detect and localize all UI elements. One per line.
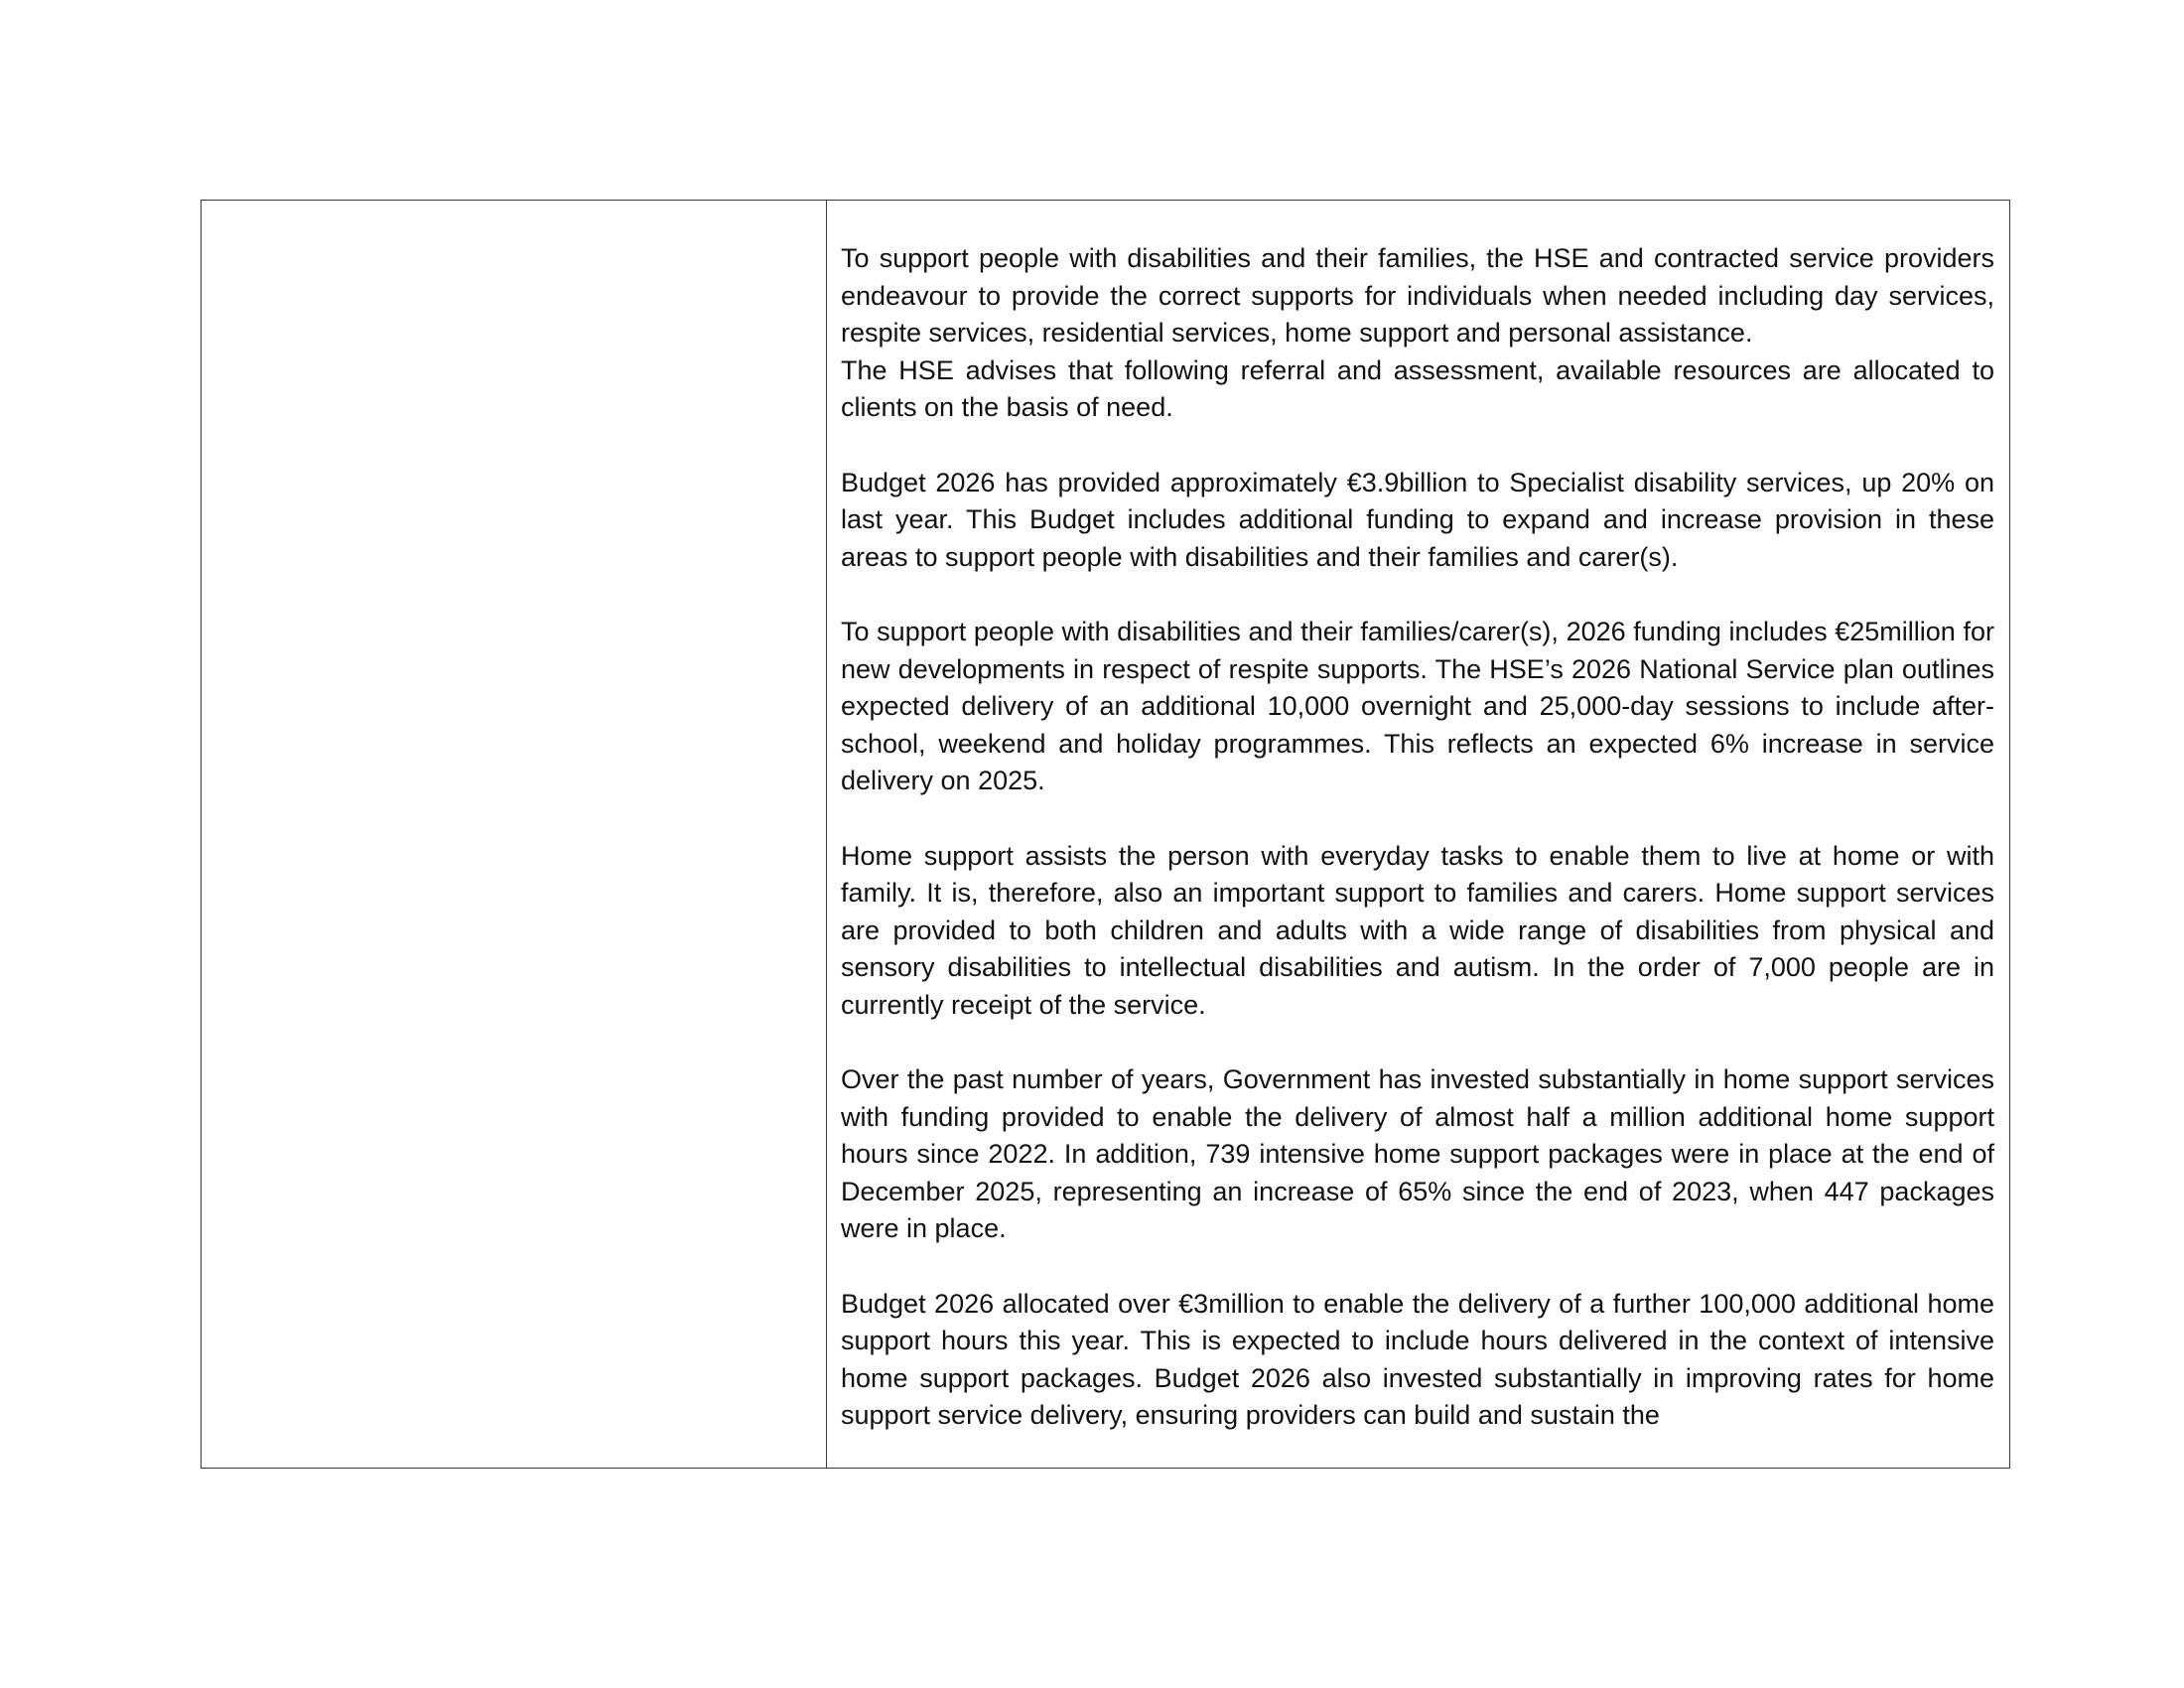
response-table [201,200,2010,1469]
paragraph-respite-funding: To support people with disabilities and their families/carer(s), 2026 funding includes €25million for new developments in respect of respite supports. The HSE’s 2026 National Service plan outlines expected delivery of an additional 10,000 overnight and 25,000-day sessions to include after-school, weekend and holiday programmes. This reflects an expected 6% increase in service delivery on 2025. [841,616,1994,796]
paragraph-budget-home-support-hours: Budget 2026 allocated over €3million to enable the delivery of a further 100,000 additional home support hours this year. This is expected to include hours delivered in the context of intensive home support packages. Budget 2026 also invested substantially in improving rates for home support service delivery, ensuring providers can build and sustain the [841,1288,1994,1431]
paragraph-hse-allocation: The HSE advises that following referral and assessment, available resources are allocated to clients on the basis of need. [841,354,1994,423]
paragraph-spacer [841,1024,1994,1061]
table-left-cell [202,201,827,1468]
paragraph-home-support-description: Home support assists the person with everyday tasks to enable them to live at home or with family. It is, therefore, also an important support to families and carers. Home support services are provided to both children and adults with a wide range of disabilities from physical and sensory disabilities to intellectual disabilities and autism. In the order of 7,000 people are in currently receipt of the service. [841,840,1994,1020]
paragraph-government-investment: Over the past number of years, Government has invested substantially in home support services with funding provided to enable the delivery of almost half a million additional home support hours since 2022. In addition, 739 intensive home support packages were in place at the end of December 2025, representing an increase of 65% since the end of 2023, when 447 packages were in place. [841,1064,1994,1244]
paragraph-spacer [841,427,1994,465]
paragraph-spacer [841,800,1994,838]
paragraph-spacer [841,576,1994,614]
table-right-cell [827,201,2009,1468]
paragraph-budget-specialist-services: Budget 2026 has provided approximately €3.9billion to Specialist disability services, up 20% on last year. This Budget includes additional funding to expand and increase provision in these areas to support people with disabilities and their families and carer(s). [841,467,1994,572]
paragraph-supports-overview: To support people with disabilities and their families, the HSE and contracted service providers endeavour to provide the correct supports for individuals when needed including day services, respite services, residential services, home support and personal assistance. [841,243,1994,349]
paragraph-spacer [841,1248,1994,1286]
